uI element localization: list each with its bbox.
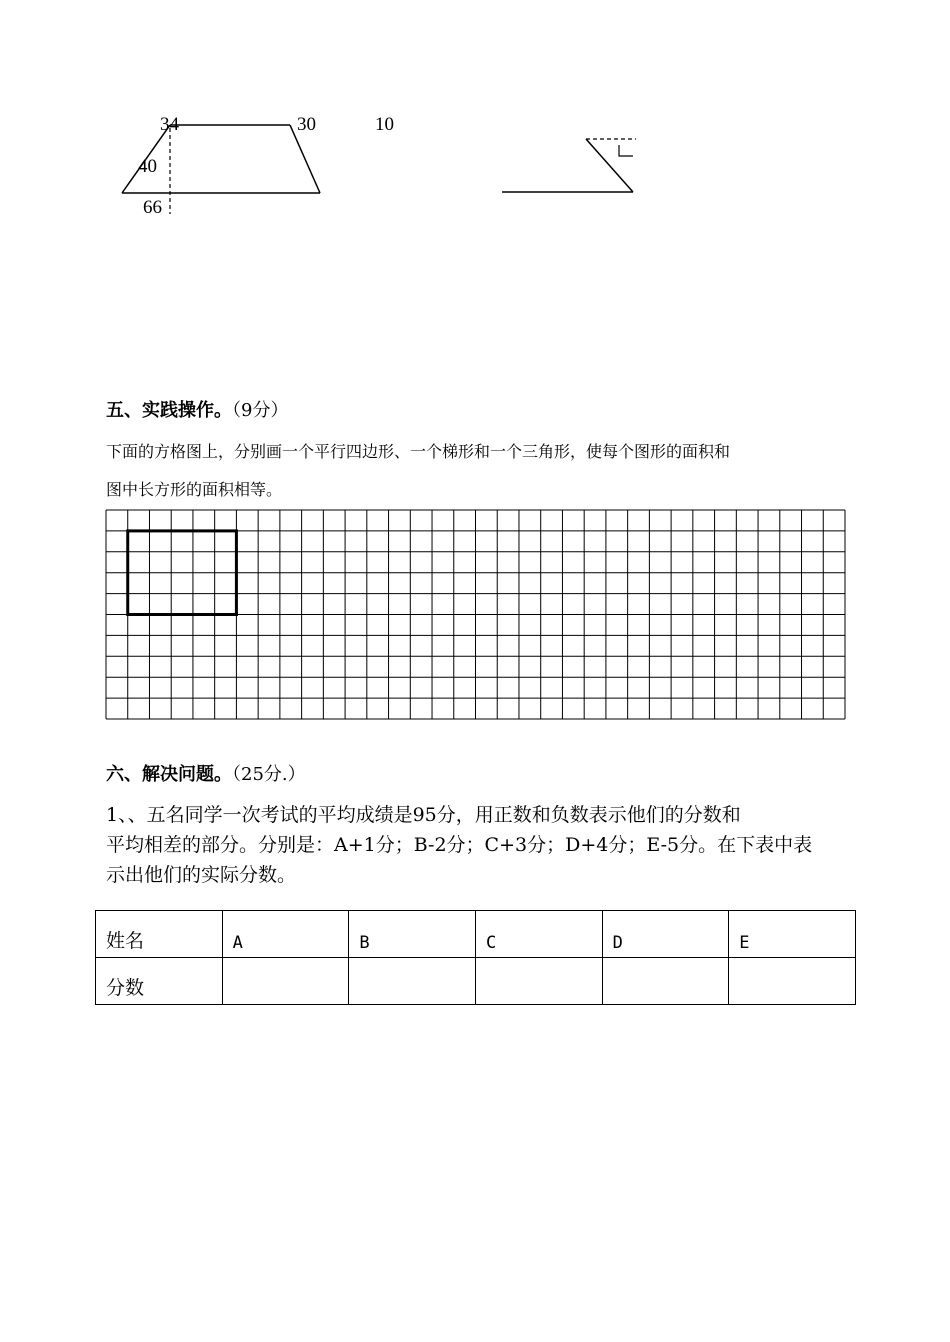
label-bottom: 66 [143, 197, 162, 218]
table-cell: E [729, 911, 856, 958]
section5-score: （9分） [232, 400, 289, 421]
answer-cell-c[interactable] [475, 958, 602, 1005]
q1-line2: 平均相差的部分。分别是：A+1分；B-2分；C+3分；D+4分；E-5分。在下表中表 [106, 834, 813, 856]
answer-cell-a[interactable] [222, 958, 349, 1005]
table-cell: A [222, 911, 349, 958]
section6-score: （25分.） [232, 764, 306, 785]
section5-instruction-line2: 图中长方形的面积相等。 [106, 480, 283, 499]
answer-cell-e[interactable] [729, 958, 856, 1005]
table-cell: 分数 [96, 958, 223, 1005]
section6-heading [106, 766, 306, 784]
label-top: 34 [160, 114, 179, 135]
table-cell: C [475, 911, 602, 958]
section6-title: 六、解决问题。 [106, 764, 232, 785]
table-cell: 姓名 [96, 911, 223, 958]
table-row [96, 958, 856, 1005]
section5-instruction-line1: 下面的方格图上，分别画一个平行四边形、一个梯形和一个三角形，使每个图形的面积和 [106, 442, 731, 461]
table-cell: B [349, 911, 476, 958]
label-extra: 10 [375, 114, 394, 135]
table-header-row [96, 911, 856, 958]
label-left: 40 [138, 156, 157, 177]
label-right: 30 [297, 114, 316, 135]
q1-line1: 1、、五名同学一次考试的平均成绩是95分，用正数和负数表示他们的分数和 [106, 804, 741, 826]
answer-cell-b[interactable] [349, 958, 476, 1005]
table-cell: D [602, 911, 729, 958]
answer-cell-d[interactable] [602, 958, 729, 1005]
score-table [95, 910, 856, 1005]
q1-line3: 示出他们的实际分数。 [106, 864, 297, 886]
section5-title: 五、实践操作。 [106, 400, 232, 421]
